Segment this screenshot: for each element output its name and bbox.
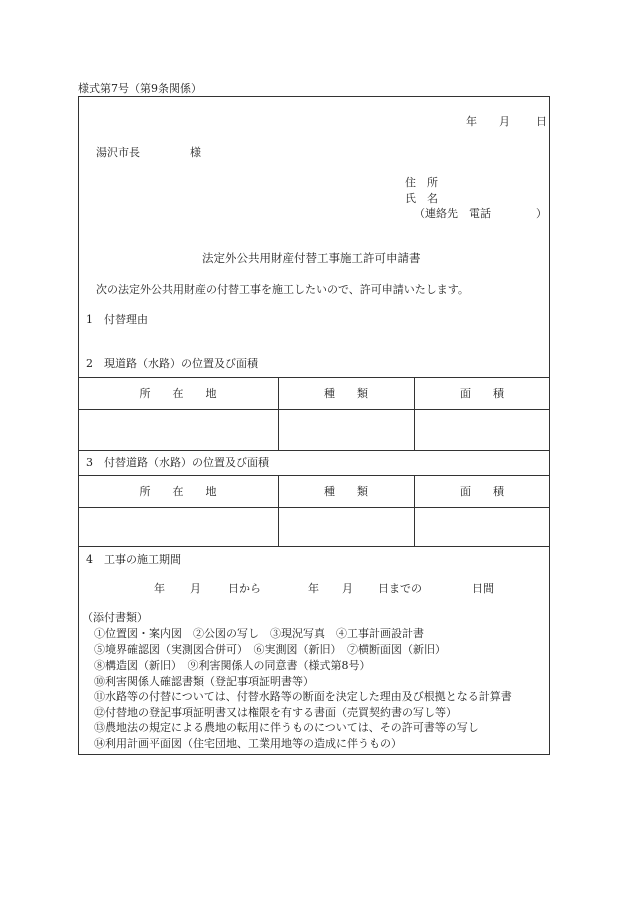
applicant-contact-close: ）	[536, 207, 547, 220]
applicant-name-label: 氏 名	[405, 192, 438, 205]
attachments-heading: （添付書類）	[82, 611, 148, 624]
period-end-day: 日までの	[378, 582, 422, 595]
application-form-frame	[78, 96, 550, 755]
attachment-line: ⑧構造図（新旧） ⑨利害関係人の同意書（様式第8号）	[94, 659, 371, 672]
table2-top-rule	[78, 377, 550, 378]
applicant-contact-label: （連絡先 電話	[414, 207, 491, 220]
table2-bottom-rule	[78, 450, 550, 451]
table3-header-location: 所 在 地	[139, 485, 217, 498]
table2-header-type: 種 類	[324, 387, 368, 400]
attachment-line: ⑭利用計画平面図（住宅団地、工業用地等の造成に伴うもの）	[94, 737, 402, 750]
period-start-year: 年	[154, 582, 165, 595]
attachment-line: ⑩利害関係人確認書類（登記事項証明書等）	[94, 675, 314, 688]
date-year: 年	[466, 115, 477, 128]
attachment-line: ⑬農地法の規定による農地の転用に伴うものについては、その許可書等の写し	[94, 721, 479, 734]
document-title: 法定外公共用財産付替工事施工許可申請書	[202, 251, 421, 265]
period-start-month: 月	[190, 582, 201, 595]
period-end-year: 年	[308, 582, 319, 595]
period-end-month: 月	[342, 582, 353, 595]
table2-header-area: 面 積	[460, 387, 504, 400]
applicant-address-label: 住 所	[405, 176, 438, 189]
table3-header-rule	[78, 507, 550, 508]
attachment-line: ⑪水路等の付替については、付替水路等の断面を決定した理由及び根拠となる計算書	[94, 690, 512, 703]
section2-label: 2 現道路（水路）の位置及び面積	[86, 357, 258, 370]
section3-label: 3 付替道路（水路）の位置及び面積	[86, 456, 269, 469]
attachment-line: ①位置図・案内図 ②公図の写し ③現況写真 ④工事計画設計書	[94, 627, 424, 640]
table2-header-rule	[78, 409, 550, 410]
date-day: 日	[536, 115, 547, 128]
addressee-honorific: 様	[190, 146, 201, 159]
date-month: 月	[499, 115, 510, 128]
addressee-name: 湯沢市長	[96, 146, 140, 159]
form-id: 様式第7号（第9条関係）	[78, 82, 202, 95]
table3-top-rule	[78, 475, 550, 476]
table3-bottom-rule	[78, 546, 550, 547]
table2-header-location: 所 在 地	[139, 387, 217, 400]
attachment-line: ⑫付替地の登記事項証明書又は権限を有する書面（売買契約書の写し等）	[94, 706, 457, 719]
period-days: 日間	[472, 582, 494, 595]
section4-label: 4 工事の施工期間	[86, 553, 181, 566]
intro-text: 次の法定外公共用財産の付替工事を施工したいので、許可申請いたします。	[96, 283, 469, 296]
period-start-day: 日から	[228, 582, 261, 595]
table3-header-type: 種 類	[324, 485, 368, 498]
table3-header-area: 面 積	[460, 485, 504, 498]
attachment-line: ⑤境界確認図（実測図合併可） ⑥実測図（新旧） ⑦横断面図（新旧）	[94, 643, 446, 656]
section1-label: 1 付替理由	[86, 313, 148, 326]
